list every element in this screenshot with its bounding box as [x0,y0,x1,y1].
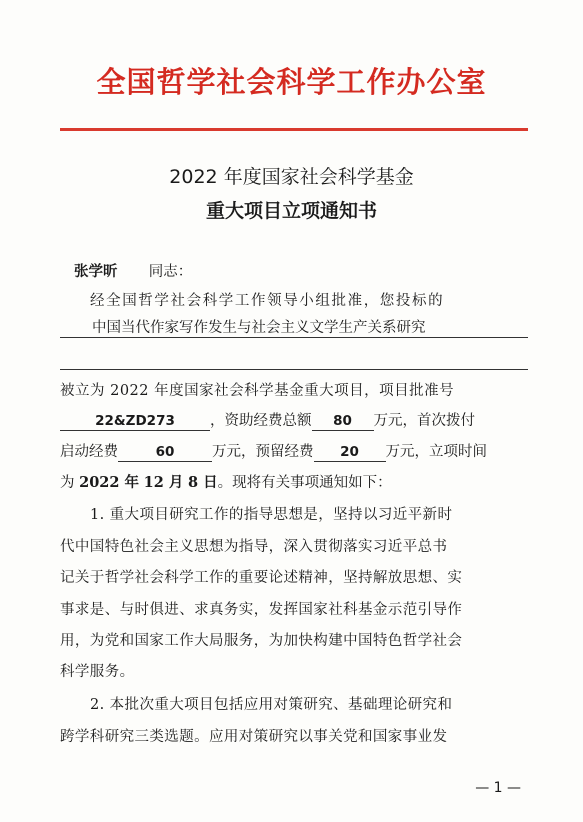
item1-line: 代中国特色社会主义思想为指导，深入贯彻落实习近平总书 [60,539,448,555]
unit-1: 万元，首次拨付 [373,413,475,429]
salutation-suffix: 同志： [148,264,193,280]
page-number: — 1 — [475,780,521,796]
reserved-funding: 20 [314,443,386,462]
date-day: 8 日 [187,474,218,491]
project-title-underline-2 [60,369,528,370]
project-title: 中国当代作家写作发生与社会主义文学生产关系研究 [92,320,426,336]
initial-label: 启动经费 [60,444,118,460]
item1-line: 事求是、与时俱进、求真务实，发挥国家社科基金示范引导作 [60,602,463,618]
project-title-underline-1 [60,337,528,338]
para1-intro: 经全国哲学社会科学工作领导小组批准，您投标的 [90,293,445,309]
funding-label: ，资助经费总额 [210,413,312,429]
title-line-1: 2022 年度国家社会科学基金 [169,166,414,188]
item1-line: 科学服务。 [60,664,135,680]
total-funding: 80 [312,412,374,431]
item1-line: 用，为党和国家工作大局服务，为加快构建中国特色哲学社会 [60,633,463,649]
date-prefix: 为 [60,475,75,491]
approval-line [60,411,475,431]
para1-after-project: 被立为 2022 年度国家社会科学基金重大项目，项目批准号 [60,383,455,399]
item2-line: 跨学科研究三类选题。应用对策研究以事关党和国家事业发 [60,729,448,745]
initial-funding: 60 [118,443,212,462]
recipient-name: 张学昕 [74,263,118,280]
title-line-2: 重大项目立项通知书 [205,200,377,222]
letterhead-red-rule [60,128,528,131]
date-line [60,473,392,493]
unit-2: 万元，预留经费 [212,444,314,460]
item2-line: 2. 本批次重大项目包括应用对策研究、基础理论研究和 [90,697,453,713]
letterhead: 全国哲学社会科学工作办公室 [96,65,487,99]
item1-line: 1. 重大项目研究工作的指导思想是，坚持以习近平新时 [90,507,453,523]
date-month: 12 月 [143,474,184,491]
funding-line [60,442,487,462]
item1-line: 记关于哲学社会科学工作的重要论述精神，坚持解放思想、实 [60,570,463,586]
date-year: 2022 年 [79,474,140,491]
date-suffix: 。现将有关事项通知如下： [217,475,392,491]
unit-3: 万元，立项时间 [385,444,487,460]
approval-number: 22&ZD273 [60,412,210,431]
salutation [74,262,192,282]
